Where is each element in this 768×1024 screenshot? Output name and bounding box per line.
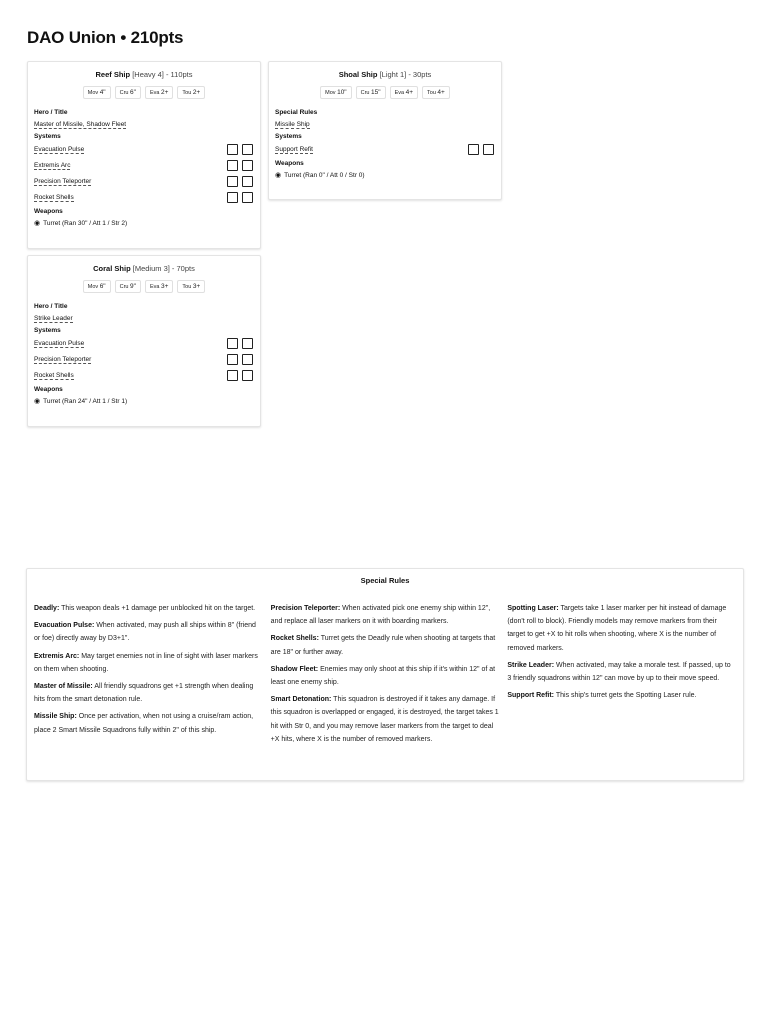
checkbox[interactable] [242, 192, 253, 203]
systems-heading: Systems [34, 327, 61, 334]
stat-mov: Mov 10" [320, 86, 351, 99]
rule-missile-ship: Missile Ship: Once per activation, when not using a cruise/ram action, place 2 Smart Missile Squadrons fully within 2" of this ship. [34, 713, 254, 734]
stat-mov: Mov 6" [83, 280, 111, 293]
weapons-heading: Weapons [34, 208, 63, 215]
system-rocket-shells[interactable]: Rocket Shells [34, 372, 74, 379]
ship-name: Shoal Ship [338, 70, 378, 79]
special-rules-card [26, 568, 744, 781]
system-support-refit[interactable]: Support Refit [275, 146, 313, 153]
turret-icon: ◉ [34, 398, 41, 405]
stat-eva: Eva 4+ [390, 86, 418, 99]
checkbox[interactable] [242, 144, 253, 155]
rule-strike-leader: Strike Leader: When activated, may take a morale test. If passed, up to 3 friendly squadrons within 12" can move by up to their move speed. [507, 661, 731, 683]
turret-icon: ◉ [275, 172, 282, 179]
rule-precision-teleporter: Precision Teleporter: When activated pick one enemy ship within 12", and replace all laser markers on it with boarding markers. [270, 605, 491, 626]
stat-row [28, 280, 260, 293]
stat-eva: Eva 3+ [145, 280, 173, 293]
ship-card-shoal [268, 61, 502, 200]
system-extremis-arc[interactable]: Extremis Arc [34, 162, 71, 169]
system-precision-teleporter[interactable]: Precision Teleporter [34, 178, 92, 185]
system-precision-teleporter[interactable]: Precision Teleporter [34, 356, 92, 363]
ship-header [28, 70, 260, 79]
rule-shadow-fleet: Shadow Fleet: Enemies may only shoot at this ship if it's within 12" of at least one enemy ship. [270, 665, 496, 687]
turret-icon: ◉ [34, 220, 41, 227]
rule-extremis-arc: Extremis Arc: May target enemies not in line of sight with laser markers on them when shooting. [34, 652, 258, 673]
ship-header [269, 70, 501, 79]
checkbox[interactable] [227, 144, 238, 155]
special-rules-heading: Special Rules [275, 109, 318, 116]
rule-support-refit: Support Refit: This ship's turret gets the Spotting Laser rule. [507, 692, 697, 700]
stat-row [28, 86, 260, 99]
ship-card-reef [27, 61, 261, 249]
checkbox[interactable] [227, 192, 238, 203]
rule-master-of-missile: Master of Missile: All friendly squadrons get +1 strength when dealing hits from the smart detonation rule. [34, 683, 254, 704]
special-rules-title: Special Rules [360, 576, 410, 585]
checkbox[interactable] [227, 176, 238, 187]
rules-column [271, 602, 500, 750]
systems-heading: Systems [34, 133, 61, 140]
rules-column [34, 602, 263, 750]
stat-tou: Tou 4+ [422, 86, 450, 99]
checkbox[interactable] [227, 370, 238, 381]
stat-cru: Cru 15" [356, 86, 386, 99]
hero-title-link[interactable]: Master of Missile, Shadow Fleet [34, 121, 127, 128]
page-title: DAO Union • 210pts [27, 28, 184, 47]
checkbox[interactable] [242, 176, 253, 187]
stat-tou: Tou 2+ [177, 86, 205, 99]
weapon-row [34, 395, 254, 409]
weapon-text: Turret (Ran 24" / Att 1 / Str 1) [43, 398, 128, 405]
weapons-heading: Weapons [34, 386, 63, 393]
ship-type: [Light 1] - 30pts [379, 70, 432, 79]
checkbox[interactable] [242, 354, 253, 365]
system-evacuation-pulse[interactable]: Evacuation Pulse [34, 340, 85, 347]
ship-card-coral [27, 255, 261, 427]
checkbox[interactable] [242, 160, 253, 171]
checkbox[interactable] [242, 338, 253, 349]
ship-name: Reef Ship [95, 70, 131, 79]
weapon-text: Turret (Ran 0" / Att 0 / Str 0) [284, 172, 365, 179]
ship-type: [Heavy 4] - 110pts [132, 70, 193, 79]
stat-cru: Cru 9" [115, 280, 141, 293]
system-rocket-shells[interactable]: Rocket Shells [34, 194, 74, 201]
checkbox[interactable] [242, 370, 253, 381]
rule-rocket-shells: Rocket Shells: Turret gets the Deadly rule when shooting at targets that are 18" or further away. [270, 635, 496, 656]
checkbox[interactable] [227, 354, 238, 365]
ship-type: [Medium 3] - 70pts [132, 264, 195, 273]
rules-column [507, 602, 736, 750]
ship-header [28, 264, 260, 273]
rule-spotting-laser: Spotting Laser: Targets take 1 laser marker per hit instead of damage (don't roll to block). Friendly models may remove markers from their target to get +X to hit rolls when shooting, where X is the number of removed markers. [507, 605, 727, 652]
stat-mov: Mov 4" [83, 86, 111, 99]
systems-heading: Systems [275, 133, 302, 140]
checkbox[interactable] [227, 338, 238, 349]
weapon-row [275, 169, 495, 183]
stat-cru: Cru 6" [115, 86, 141, 99]
stat-row [269, 86, 501, 99]
hero-title-link[interactable]: Strike Leader [34, 315, 73, 322]
weapon-text: Turret (Ran 30" / Att 1 / Str 2) [43, 220, 128, 227]
stat-tou: Tou 3+ [177, 280, 205, 293]
ship-name: Coral Ship [93, 264, 131, 273]
checkbox[interactable] [468, 144, 479, 155]
weapon-row [34, 217, 254, 231]
checkbox[interactable] [227, 160, 238, 171]
system-evacuation-pulse[interactable]: Evacuation Pulse [34, 146, 85, 153]
rule-deadly: Deadly: This weapon deals +1 damage per unblocked hit on the target. [34, 605, 256, 612]
hero-heading: Hero / Title [34, 109, 68, 116]
checkbox[interactable] [483, 144, 494, 155]
special-rule-missile-ship[interactable]: Missile Ship [275, 121, 310, 128]
stat-eva: Eva 2+ [145, 86, 173, 99]
weapons-heading: Weapons [275, 160, 304, 167]
hero-heading: Hero / Title [34, 303, 68, 310]
rule-evacuation-pulse: Evacuation Pulse: When activated, may push all ships within 8" (friend or foe) directly away by D3+1". [34, 622, 256, 643]
rule-smart-detonation: Smart Detonation: This squadron is destroyed if it takes any damage. If this squadron is overlapped or engaged, it is destroyed, the target takes 1 hit with Str 0, and you may remove laser markers from the target to deal +X hits, where X is the number of removed markers. [270, 696, 499, 743]
